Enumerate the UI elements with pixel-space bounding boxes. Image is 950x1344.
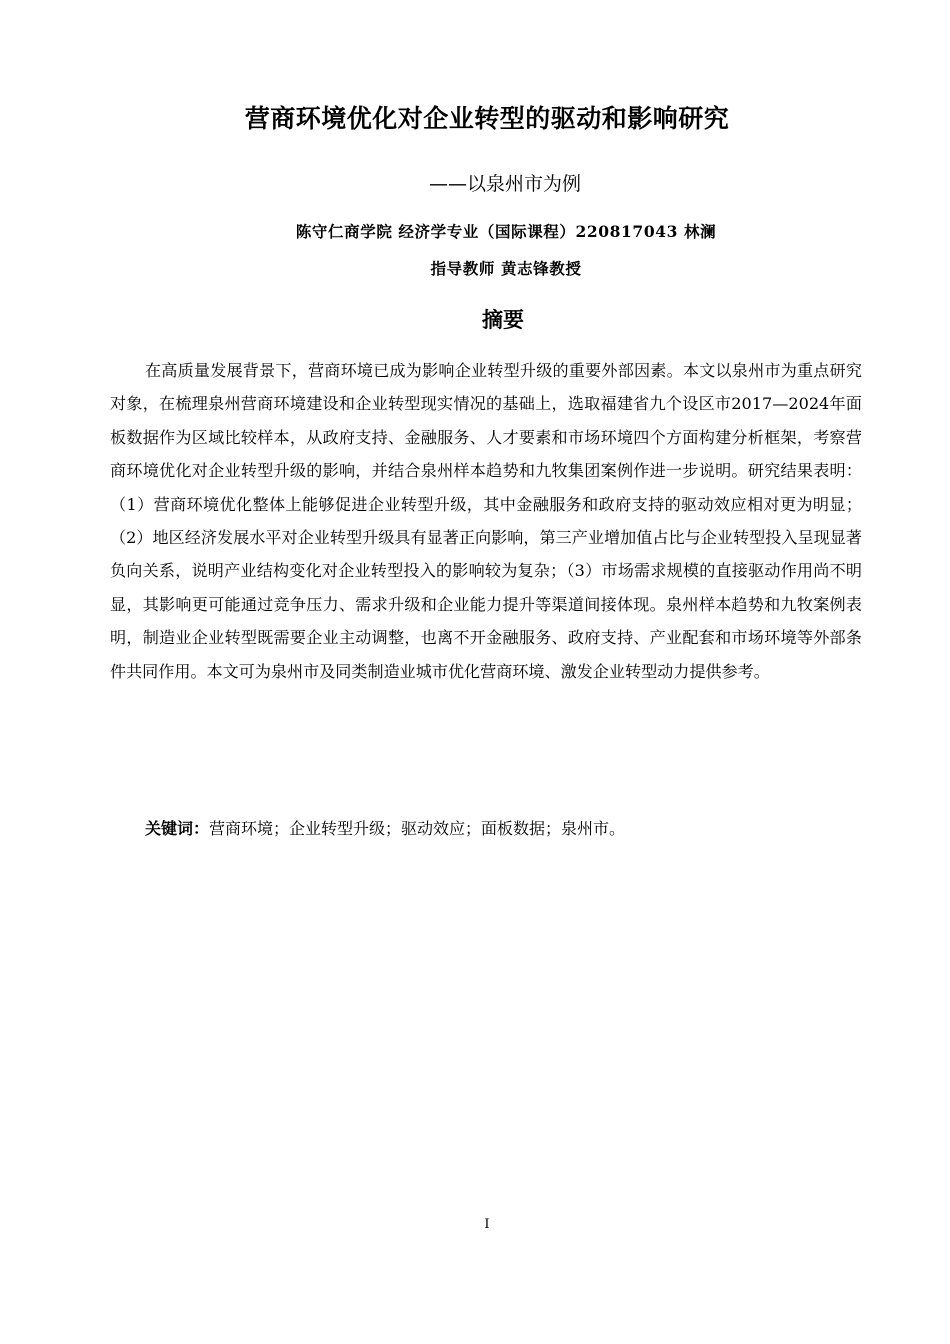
abstract-body: 在高质量发展背景下，营商环境已成为影响企业转型升级的重要外部因素。本文以泉州市为重点研究对象，在梳理泉州营商环境建设和企业转型现实情况的基础上，选取福建省九个设区市2017—2024年面板数据作为区域比较样本，从政府支持、金融服务、人才要素和市场环境四个方面构建分析框架，考察营商环境优化对企业转型升级的影响，并结合泉州样本趋势和九牧集团案例作进一步说明。研究结果表明：（1）营商环境优化整体上能够促进企业转型升级，其中金融服务和政府支持的驱动效应相对更为明显；（2）地区经济发展水平对企业转型升级具有显著正向影响，第三产业增加值占比与企业转型投入呈现显著负向关系，说明产业结构变化对企业转型投入的影响较为复杂；（3）市场需求规模的直接驱动作用尚不明显，其影响更可能通过竞争压力、需求升级和企业能力提升等渠道间接体现。泉州样本趋势和九牧案例表明，制造业企业转型既需要企业主动调整，也离不开金融服务、政府支持、产业配套和市场环境等外部条件共同作用。本文可为泉州市及同类制造业城市优化营商环境、激发企业转型动力提供参考。 <box>110 361 862 681</box>
paper-subtitle: ——以泉州市为例 <box>428 173 581 195</box>
keywords-line <box>145 815 862 843</box>
page-number: I <box>484 1217 490 1232</box>
keywords-label: 关键词： <box>145 819 210 838</box>
author-line: 陈守仁商学院 经济学专业（国际课程）220817043 林澜 <box>295 222 717 241</box>
abstract-heading: 摘要 <box>482 308 524 332</box>
keywords-text: 营商环境；企业转型升级；驱动效应；面板数据；泉州市。 <box>209 819 626 838</box>
advisor-line: 指导教师 黄志锋教授 <box>430 259 582 278</box>
paper-title: 营商环境优化对企业转型的驱动和影响研究 <box>244 104 730 133</box>
